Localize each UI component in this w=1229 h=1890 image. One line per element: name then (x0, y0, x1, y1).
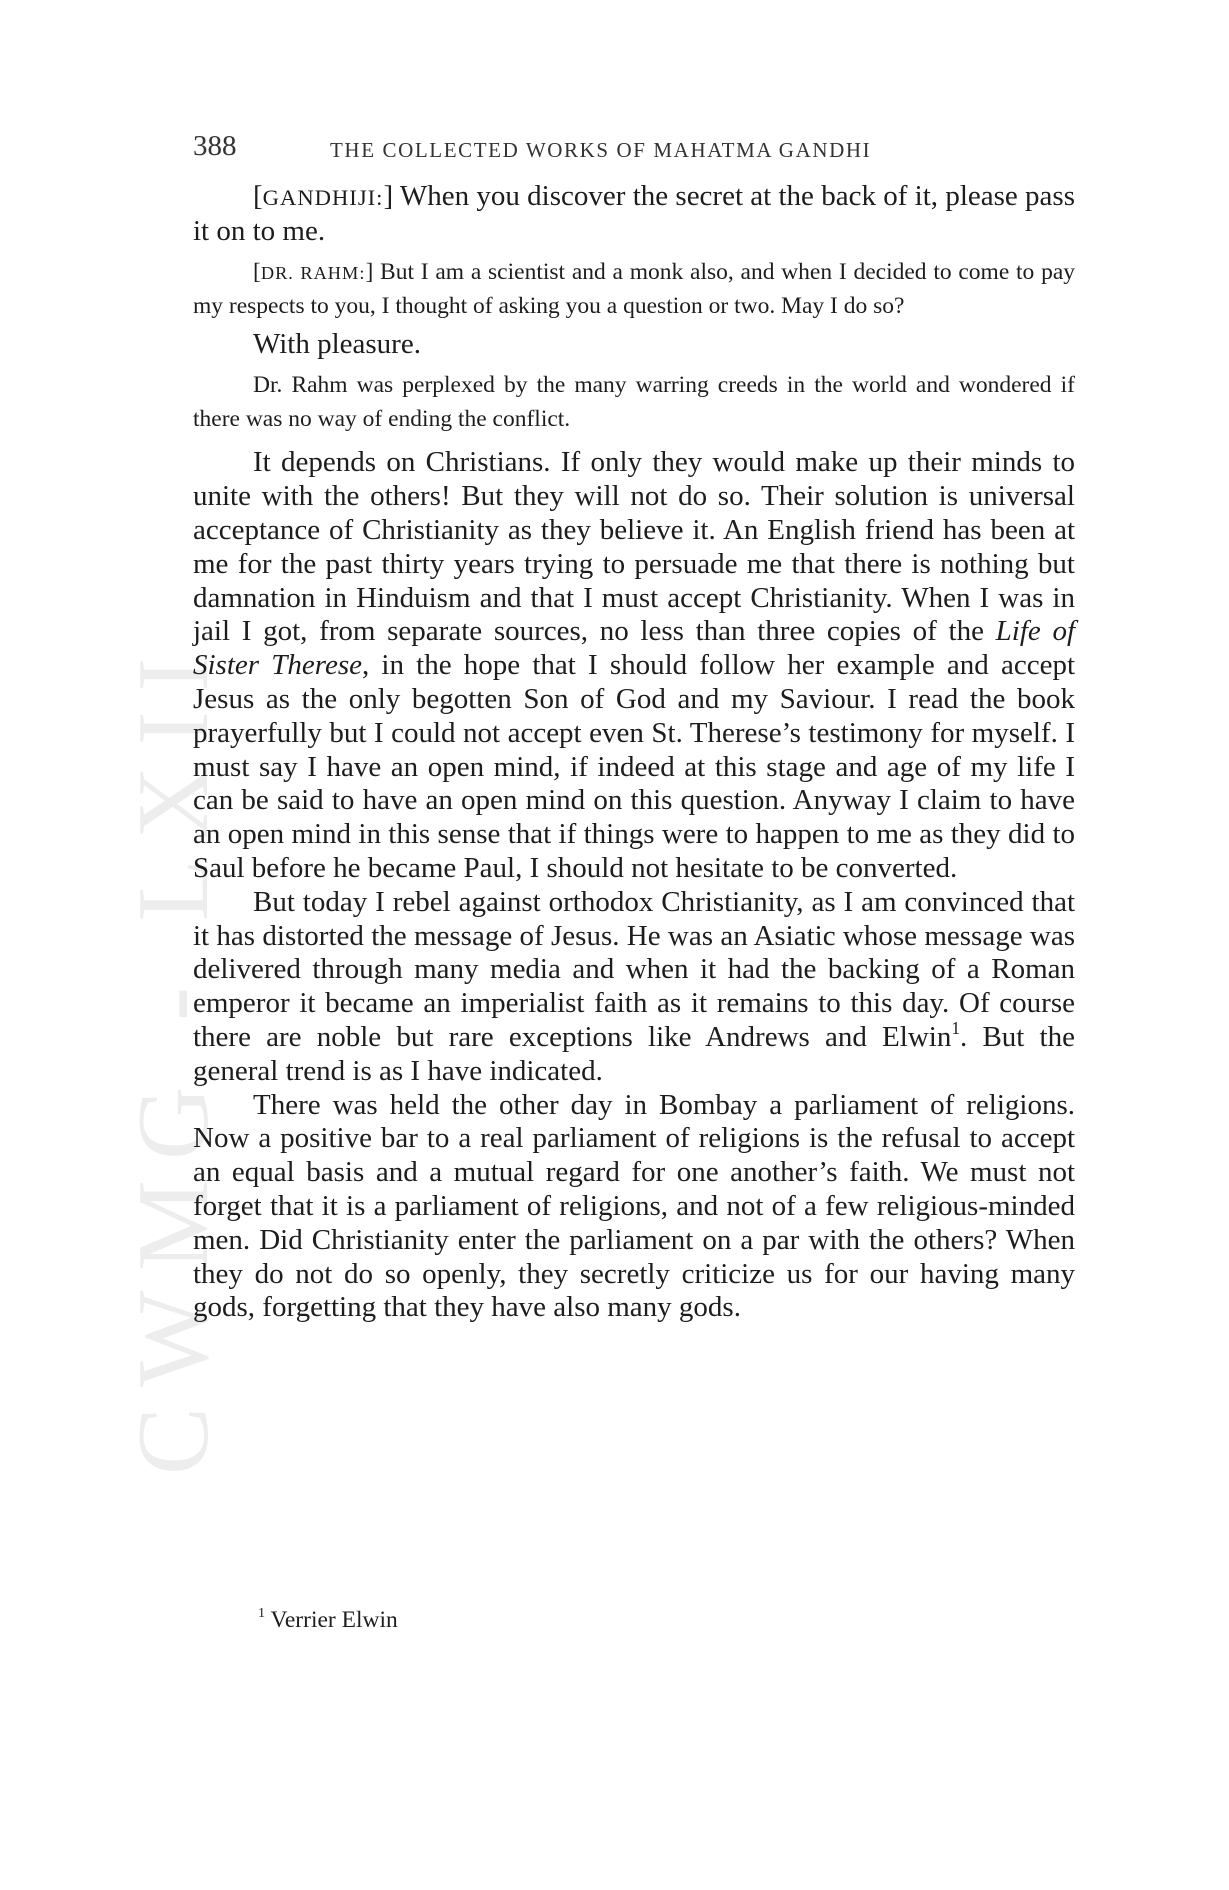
footnote-reference[interactable]: 1 (951, 1017, 961, 1038)
page-content (193, 180, 1075, 1325)
speaker-label: GANDHIJI: (262, 185, 384, 210)
question-text: But I am a scientist and a monk also, and when I decided to come to pay my respects to you, I thought of asking you a question or two. May I do so? (193, 258, 1076, 320)
p1-text-cont: , in the hope that I should follow her example and accept Jesus as the only begotten Son of God and my Saviour. I read the book prayerfully but I could not accept even St. Therese’s testimony for myself. I must say I have an open mind, if indeed at this stage and age of my life I can be said to have an open mind on this question. Anyway I claim to have an open mind in this sense that if things were to happen to me as they did to Saul before he became Paul, I should not hesitate to be converted. (193, 649, 1075, 884)
footnote-mark: 1 (258, 1605, 266, 1622)
p1-text: It depends on Christians. If only they would make up their minds to unite with the others! But they will not do so. Their solution is universal acceptance of Christianity as they believe it. An English friend has been at me for the past thirty years trying to persuade me that there is nothing but damnation in Hinduism and that I must accept Christianity. When I was in jail I got, from separate sources, no less than three copies of the (193, 446, 1075, 648)
book-title: Life of Sister Therese (193, 615, 1076, 682)
watermark-text: CWMG - LXII (117, 637, 230, 1475)
p2-text: But today I rebel against orthodox Christianity, as I am convinced that it has distorted the message of Jesus. He was an Asiatic whose message was delivered through many media and when it had the backing of a Roman emperor it became an imperialist faith as it remains to this day. Of course there are noble but rare exceptions like Andrews and Elwin (193, 885, 1075, 1053)
running-title: THE COLLECTED WORKS OF MAHATMA GANDHI (330, 138, 872, 162)
remark-text: When you discover the secret at the back of it, please pass it on to me. (193, 180, 1075, 247)
reply-paragraph: With pleasure. (253, 327, 421, 360)
footnote-text: Verrier Elwin (270, 1607, 398, 1633)
body-paragraph-3: There was held the other day in Bombay a parliament of religions. Now a positive bar to a real parliament of religions is the refusal to accept an equal basis and a mutual regard for one another’s faith. We must not forget that it is a parliament of religions, and not of a few religious-minded men. Did Christianity enter the parliament on a par with the others? When they do not do so openly, they secretly criticize us for our having many gods, forgetting that they have also many gods. (193, 1088, 1075, 1324)
p2-text-cont: . But the general trend is as I have indicated. (193, 1020, 1075, 1087)
body-paragraph-2 (193, 886, 1075, 1089)
body-paragraph-1 (193, 446, 1075, 885)
gandhiji-remark: [GANDHIJI:] When you discover the secret at the back of it, please pass it on to me. (193, 180, 1075, 247)
speaker-label: DR. RAHM: (260, 262, 366, 283)
page-number: 388 (193, 130, 237, 162)
footnote (258, 1607, 398, 1634)
narration-paragraph: Dr. Rahm was perplexed by the many warring creeds in the world and wondered if there was no way of ending the conflict. (193, 372, 1075, 432)
rahm-question: [DR. RAHM:] But I am a scientist and a monk also, and when I decided to come to pay my respects to you, I thought of asking you a question or two. May I do so? (193, 258, 1076, 320)
